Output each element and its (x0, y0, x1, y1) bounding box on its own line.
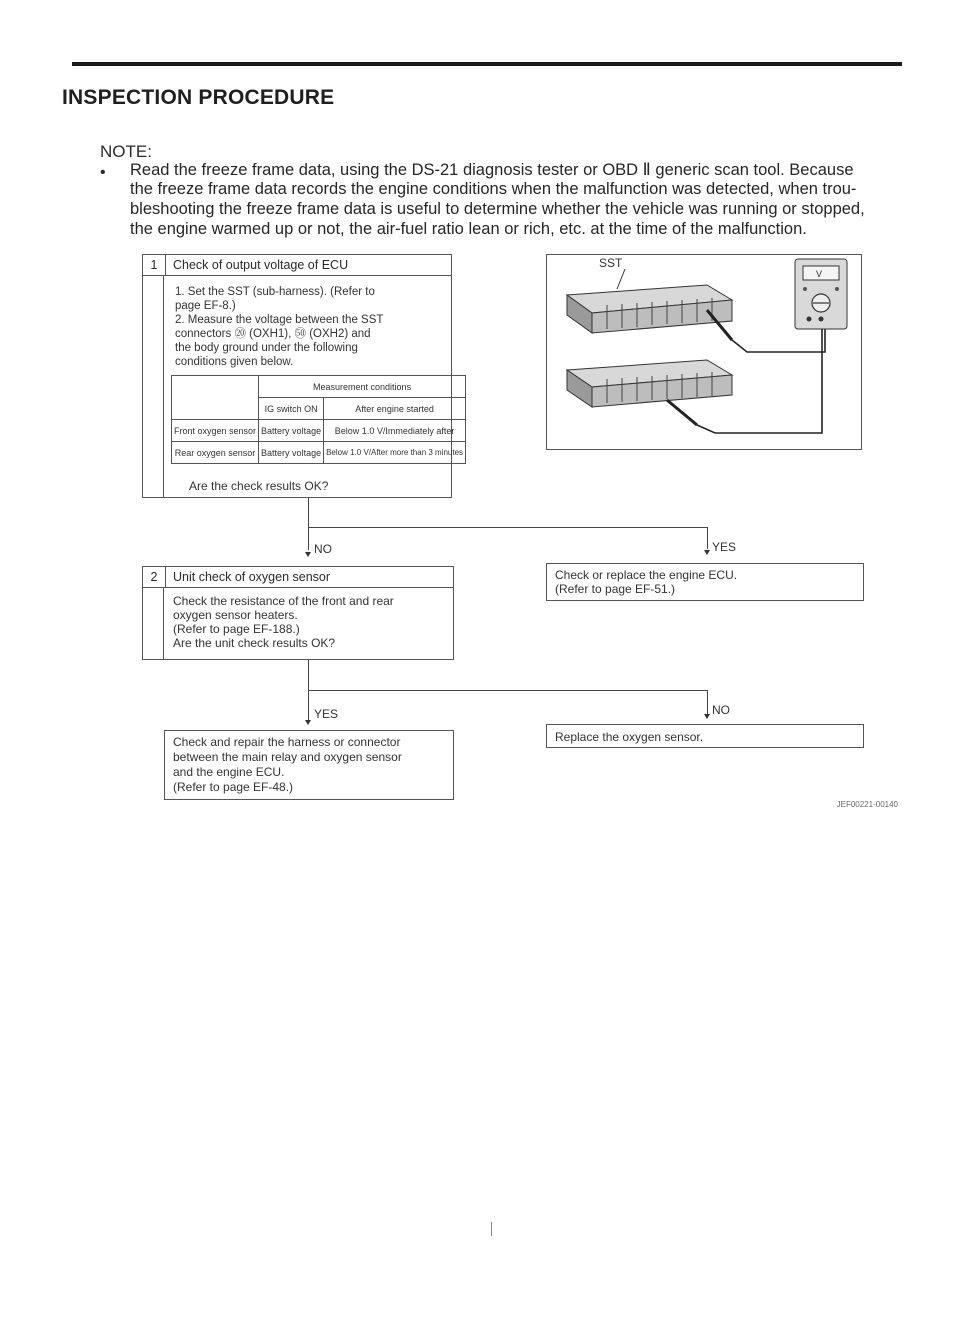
note-line-2: the freeze frame data records the engine conditions when the malfunction was detected, when trou- (130, 180, 857, 198)
arrow-down-icon (704, 550, 710, 555)
meter-display: V (816, 269, 823, 279)
branch2-yes-label: YES (314, 707, 339, 721)
step1-question: Are the check results OK? (189, 479, 329, 493)
note-line-3: bleshooting the freeze frame data is useful to determine whether the vehicle was running or stopped, (130, 200, 865, 218)
row-after-value: Below 1.0 V/After more than 3 minutes (324, 442, 466, 464)
yes1-line-1: Check or replace the engine ECU. (555, 568, 738, 582)
step2-box (142, 566, 454, 660)
arrow-down-icon (305, 720, 311, 725)
note-label: NOTE: (100, 142, 152, 161)
step1-line-3: 2. Measure the voltage between the SST (175, 314, 384, 326)
step1-header (143, 255, 451, 276)
multimeter-icon (795, 259, 847, 329)
flow-line (308, 690, 708, 691)
step1-box (142, 254, 464, 498)
sst-pointer (617, 269, 625, 289)
top-rule (72, 62, 902, 66)
note-bullet: • (100, 164, 106, 181)
step2-line-3: (Refer to page EF-188.) (173, 622, 300, 636)
row-ig-value: Battery voltage (259, 442, 324, 464)
step1-line-5: the body ground under the following (175, 342, 358, 354)
row-label: Rear oxygen sensor (172, 442, 259, 464)
step2-line-4: Are the unit check results OK? (173, 636, 336, 650)
step2-number: 2 (143, 567, 166, 587)
yes2-line-2: between the main relay and oxygen sensor (173, 750, 402, 764)
connector-upper-icon (567, 285, 732, 333)
yes1-result-box (546, 563, 864, 601)
step2-line-1: Check the resistance of the front and rear (173, 594, 394, 608)
row-ig-value: Battery voltage (259, 420, 324, 442)
step1-line-2: page EF-8.) (175, 300, 236, 312)
row-label: Front oxygen sensor (172, 420, 259, 442)
step2-header (143, 567, 453, 588)
table-row (172, 420, 466, 442)
yes2-line-4: (Refer to page EF-48.) (173, 780, 294, 794)
flow-line (707, 527, 708, 549)
flow-line (308, 498, 309, 550)
sst-illustration (546, 254, 862, 450)
page-mark (491, 1222, 492, 1236)
table-col-ig: IG switch ON (259, 398, 324, 420)
step1-number: 1 (143, 255, 166, 275)
row-after-value: Below 1.0 V/Immediately after (324, 420, 466, 442)
flow-line (308, 527, 708, 528)
branch1-no-label: NO (314, 542, 332, 556)
flow-line (707, 690, 708, 714)
arrow-down-icon (704, 714, 710, 719)
step1-margin-rule (163, 275, 164, 497)
step1-line-1: 1. Set the SST (sub-harness). (Refer to (175, 286, 375, 298)
arrow-down-icon (305, 552, 311, 557)
table-header: Measurement conditions (259, 376, 466, 398)
measurement-conditions-table (171, 375, 466, 464)
figure-code: JEF00221-00140 (836, 800, 898, 809)
page-title: INSPECTION PROCEDURE (62, 86, 335, 109)
step2-title: Unit check of oxygen sensor (173, 570, 331, 584)
step1-line-6: conditions given below. (175, 356, 294, 368)
yes2-result-box (164, 730, 454, 800)
connector-lower-icon (567, 360, 732, 407)
branch1-yes-label: YES (712, 540, 737, 554)
note-line-1: Read the freeze frame data, using the DS-21 diagnosis tester or OBD Ⅱ generic scan tool. Because (130, 161, 854, 179)
no2-text: Replace the oxygen sensor. (555, 730, 704, 744)
yes2-line-1: Check and repair the harness or connector (173, 735, 401, 749)
table-corner (172, 376, 259, 420)
step2-margin-rule (163, 587, 164, 659)
table-row (172, 442, 466, 464)
step2-line-2: oxygen sensor heaters. (173, 608, 298, 622)
sst-label: SST (599, 256, 623, 270)
table-col-after: After engine started (324, 398, 466, 420)
yes1-line-2: (Refer to page EF-51.) (555, 582, 676, 596)
branch2-no-label: NO (712, 703, 730, 717)
step1-title: Check of output voltage of ECU (173, 258, 349, 272)
no2-result-box (546, 724, 864, 748)
yes2-line-3: and the engine ECU. (173, 765, 285, 779)
note-line-4: the engine warmed up or not, the air-fuel ratio lean or rich, etc. at the time of the malfunction. (130, 220, 807, 238)
step1-line-4: connectors ⑳ (OXH1), ㊿ (OXH2) and (175, 328, 371, 340)
probe-lower (667, 400, 697, 425)
sst-diagram (547, 255, 861, 449)
